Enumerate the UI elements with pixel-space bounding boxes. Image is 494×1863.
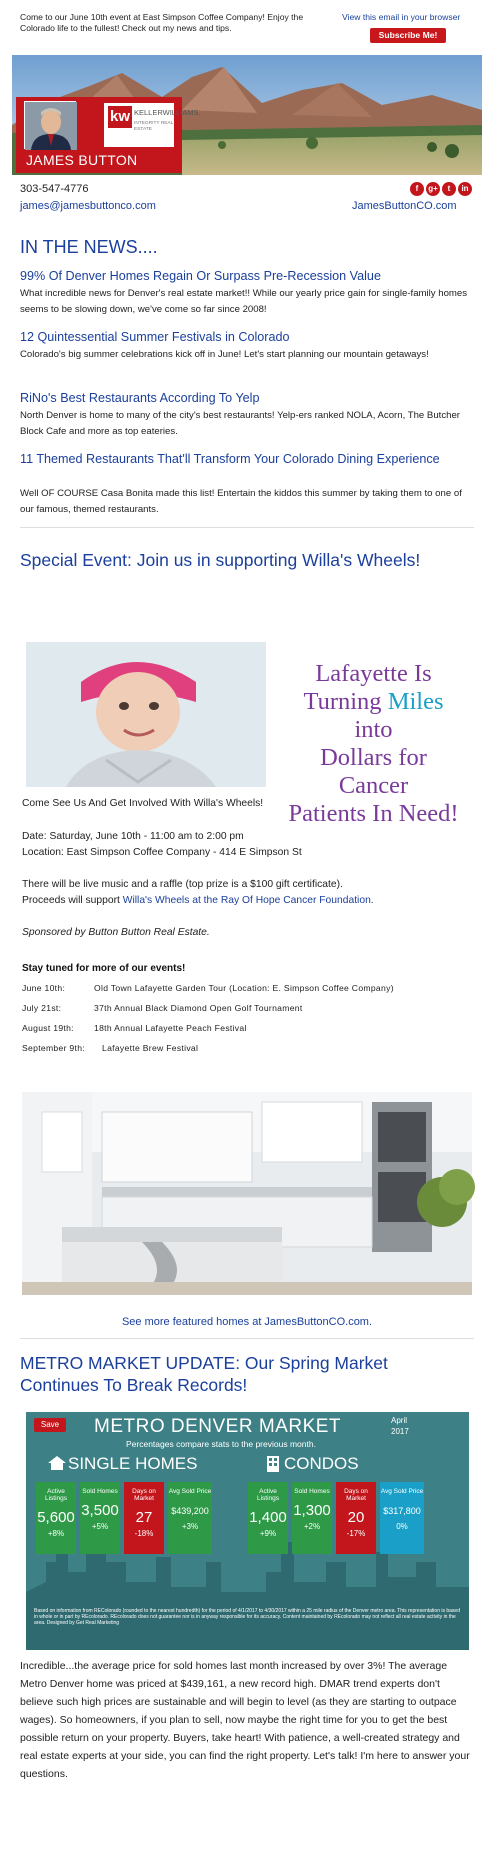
stat-card: Active Listings 5,600 +8%: [36, 1482, 76, 1554]
single-homes-label: SINGLE HOMES: [68, 1454, 198, 1473]
house-icon: [48, 1456, 66, 1470]
event-proceeds: Proceeds will support Willa's Wheels at the Ray Of Hope Cancer Foundation.: [22, 895, 374, 906]
upcoming-event-row: September 9th: Lafayette Brew Festival: [22, 1043, 199, 1053]
infographic-subtitle: Percentages compare stats to the previous month.: [126, 1439, 316, 1449]
event-music: There will be live music and a raffle (top prize is a $100 gift certificate).: [22, 879, 343, 890]
divider: [20, 527, 474, 528]
metro-denver-market-infographic: [26, 1412, 469, 1650]
infographic-title: METRO DENVER MARKET: [94, 1416, 342, 1437]
agent-badge: [16, 97, 201, 173]
stat-card: Days on Market 20 -17%: [336, 1482, 376, 1554]
event-date: Date: Saturday, June 10th - 11:00 am to 2:00 pm: [22, 831, 244, 842]
header-banner: [12, 55, 482, 175]
building-icon: [266, 1456, 280, 1472]
social-links: [410, 182, 472, 196]
agent-website-link[interactable]: JamesButtonCO.com: [352, 200, 457, 212]
news-item-1-summary: What incredible news for Denver's real estate market!! While our yearly price gain for single-family homes seems to be slowing down, we've come so far since 2008!: [20, 288, 468, 315]
infographic-year: 2017: [391, 1427, 409, 1436]
stat-card: Sold Homes 3,500 +5%: [80, 1482, 120, 1554]
agent-email-link[interactable]: james@jamesbuttonco.com: [20, 200, 156, 212]
news-item-2-summary: Colorado's big summer celebrations kick off in June! Let's start planning our mountain getaways!: [20, 349, 429, 360]
twitter-icon[interactable]: t: [442, 182, 456, 196]
news-heading: IN THE NEWS....: [20, 237, 158, 257]
view-in-browser-link[interactable]: View this email in your browser: [342, 12, 461, 22]
google-plus-icon[interactable]: g+: [426, 182, 440, 196]
event-sponsor: Sponsored by Button Button Real Estate.: [22, 927, 210, 938]
upcoming-event-row: June 10th: Old Town Lafayette Garden Tour (Location: E. Simpson Coffee Company): [22, 983, 394, 993]
agent-name: JAMES BUTTON: [26, 152, 138, 168]
agent-phone: 303-547-4776: [20, 183, 89, 195]
market-summary-paragraph: Incredible...the average price for sold homes last month increased by over 3%! The average Metro Denver home was priced at $439,161, a new record high. DMAR trend experts don't believe such high prices are sustainable and will begin to level (as they are starting to outpace wages). So homeowners, if you plan to sell, now maybe the right time for you to get the best possible return on your property. Buyers, take heart! With patience, a well-created strategy and real estate experts at your side, you can find the right property. Let's talk! I'm here to answer your questions.: [20, 1660, 470, 1780]
pinterest-save-button[interactable]: Save: [34, 1418, 66, 1432]
agent-photo: [24, 101, 76, 149]
news-item-4-link[interactable]: 11 Themed Restaurants That'll Transform Your Colorado Dining Experience: [20, 452, 440, 466]
event-location: Location: East Simpson Coffee Company - 414 E Simpson St: [22, 847, 302, 858]
see-more-featured-homes-link[interactable]: See more featured homes at JamesButtonCO.com.: [121, 1316, 373, 1328]
event-intro: Come See Us And Get Involved With Willa's Wheels!: [22, 798, 264, 809]
infographic-month: April: [391, 1416, 408, 1425]
stat-card: Days on Market 27 -18%: [124, 1482, 164, 1554]
facebook-icon[interactable]: f: [410, 182, 424, 196]
news-item-4-summary: Well OF COURSE Casa Bonita made this list! Entertain the kiddos this summer by taking them to one of our famous, themed restaurants.: [20, 488, 462, 515]
condos-label: CONDOS: [284, 1454, 359, 1473]
preheader: [12, 0, 482, 50]
stat-card: Sold Homes 1,300 +2%: [292, 1482, 332, 1554]
divider: [20, 1338, 474, 1339]
stat-card: Active Listings 1,400 +9%: [248, 1482, 288, 1554]
event-image-caption: Lafayette Is Turning Miles into Dollars for Cancer Patients In Need!: [288, 660, 459, 827]
upcoming-event-row: August 19th: 18th Annual Lafayette Peach Festival: [22, 1023, 247, 1033]
keller-williams-logo: kw KELLERWILLIAMS. INTEGRITY REAL ESTATE: [104, 103, 174, 147]
news-item-2-link[interactable]: 12 Quintessential Summer Festivals in Colorado: [20, 330, 290, 344]
news-item-3-summary: North Denver is home to many of the city's best restaurants! Yelp-ers ranked NOLA, Acorn, The Butcher Block Cafe and more as top eateries.: [20, 410, 460, 437]
news-item-3-link[interactable]: RiNo's Best Restaurants According To Yelp: [20, 391, 260, 405]
event-heading: Special Event: Join us in supporting Willa's Wheels!: [20, 550, 421, 570]
preheader-intro: Come to our June 10th event at East Simpson Coffee Company! Enjoy the Colorado life to the fullest! Check out my news and tips.: [20, 12, 304, 33]
upcoming-events-heading: Stay tuned for more of our events!: [22, 963, 186, 974]
stat-card: Avg Sold Price $439,200 +3%: [168, 1482, 212, 1554]
infographic-footnote: Based on information from REColorado (rounded to the nearest hundredth) for the period of 4/1/2017 to 4/30/2017 within a 25 mile radius of the Denver metro area. This representation is based in whole or in part by REcolorado. REcolorado does not guarantee nor is in anyway responsible for its accuracy. Content maintained by REcolorado may not reflect all real estate activity in the area. Designed by Get Real Marketing: [34, 1608, 460, 1627]
linkedin-icon[interactable]: in: [458, 182, 472, 196]
subscribe-button[interactable]: Subscribe Me!: [370, 28, 446, 43]
featured-home-kitchen-image[interactable]: [22, 1092, 472, 1295]
market-heading: METRO MARKET UPDATE: Our Spring Market Continues To Break Records!: [20, 1353, 388, 1395]
email-newsletter: [12, 0, 482, 1863]
upcoming-event-row: July 21st: 37th Annual Black Diamond Open Golf Tournament: [22, 1003, 303, 1013]
news-item-1-link[interactable]: 99% Of Denver Homes Regain Or Surpass Pre-Recession Value: [20, 269, 381, 283]
willas-wheels-link[interactable]: Willa's Wheels at the Ray Of Hope Cancer Foundation.: [122, 895, 374, 906]
stat-card: Avg Sold Price $317,800 0%: [380, 1482, 424, 1554]
